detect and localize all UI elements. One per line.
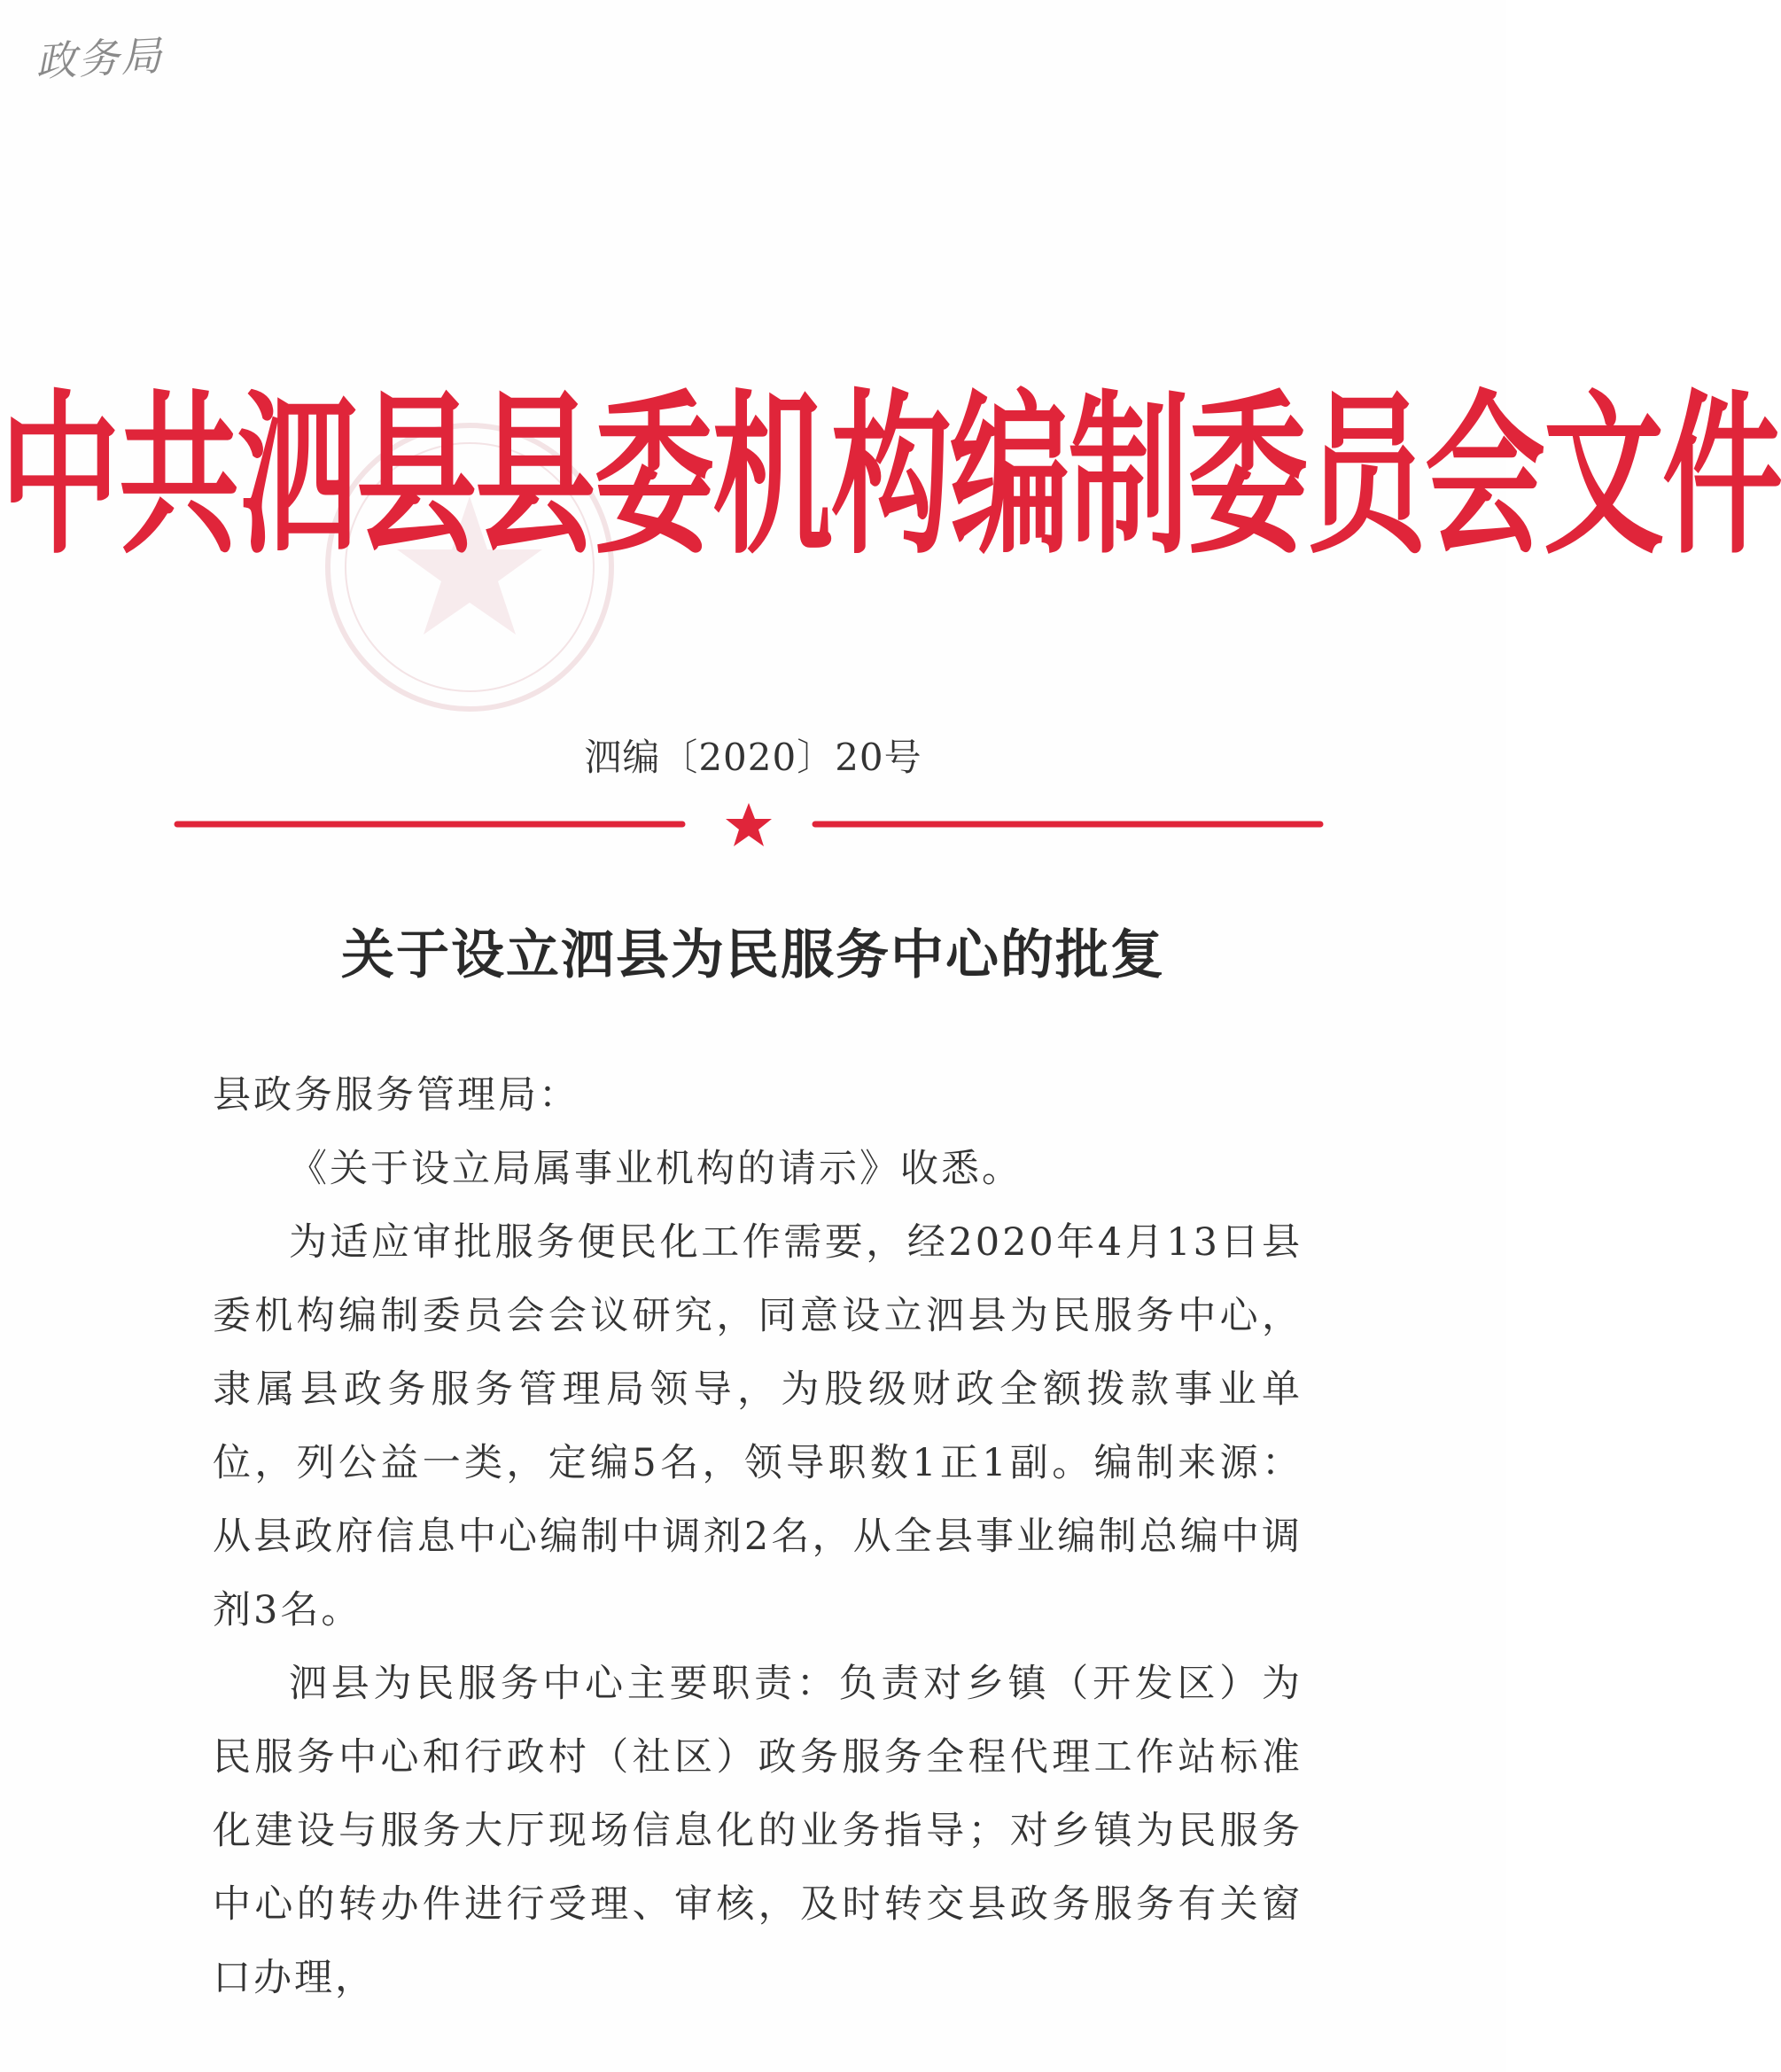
handwritten-note: 政务局 (34, 31, 165, 86)
paragraph-1: 《关于设立局属事业机构的请示》收悉。 (289, 1147, 1023, 1191)
document-number: 泗编〔2020〕20号 (584, 736, 922, 779)
issuing-authority-title: 中共泗县县委机构编制委员会文件 (0, 376, 1781, 580)
recipient-line: 县政务服务管理局： (213, 1073, 579, 1118)
paragraph-2: 为适应审批服务便民化工作需要，经2020年4月13日县委机构编制委员会会议研究，同意设立泗县为民服务中心，隶属县政务服务管理局领导，为股级财政全额拨款事业单位，列公益一类，定编5名，领导职数1正1副。编制来源：从县政府信息中心编制中调剂2名，从全县事业编制总编中调剂3名。 (213, 1220, 1303, 1632)
red-divider-with-star (177, 798, 1320, 851)
document-title: 关于设立泗县为民服务中心的批复 (341, 924, 1165, 986)
document-body (213, 1059, 1303, 2015)
paragraph-3: 泗县为民服务中心主要职责：负责对乡镇（开发区）为民服务中心和行政村（社区）政务服务全程代理工作站标准化建设与服务大厅现场信息化的业务指导；对乡镇为民服务中心的转办件进行受理、审核，及时转交县政务服务有关窗口办理， (213, 1662, 1303, 2000)
star-icon (726, 803, 772, 846)
